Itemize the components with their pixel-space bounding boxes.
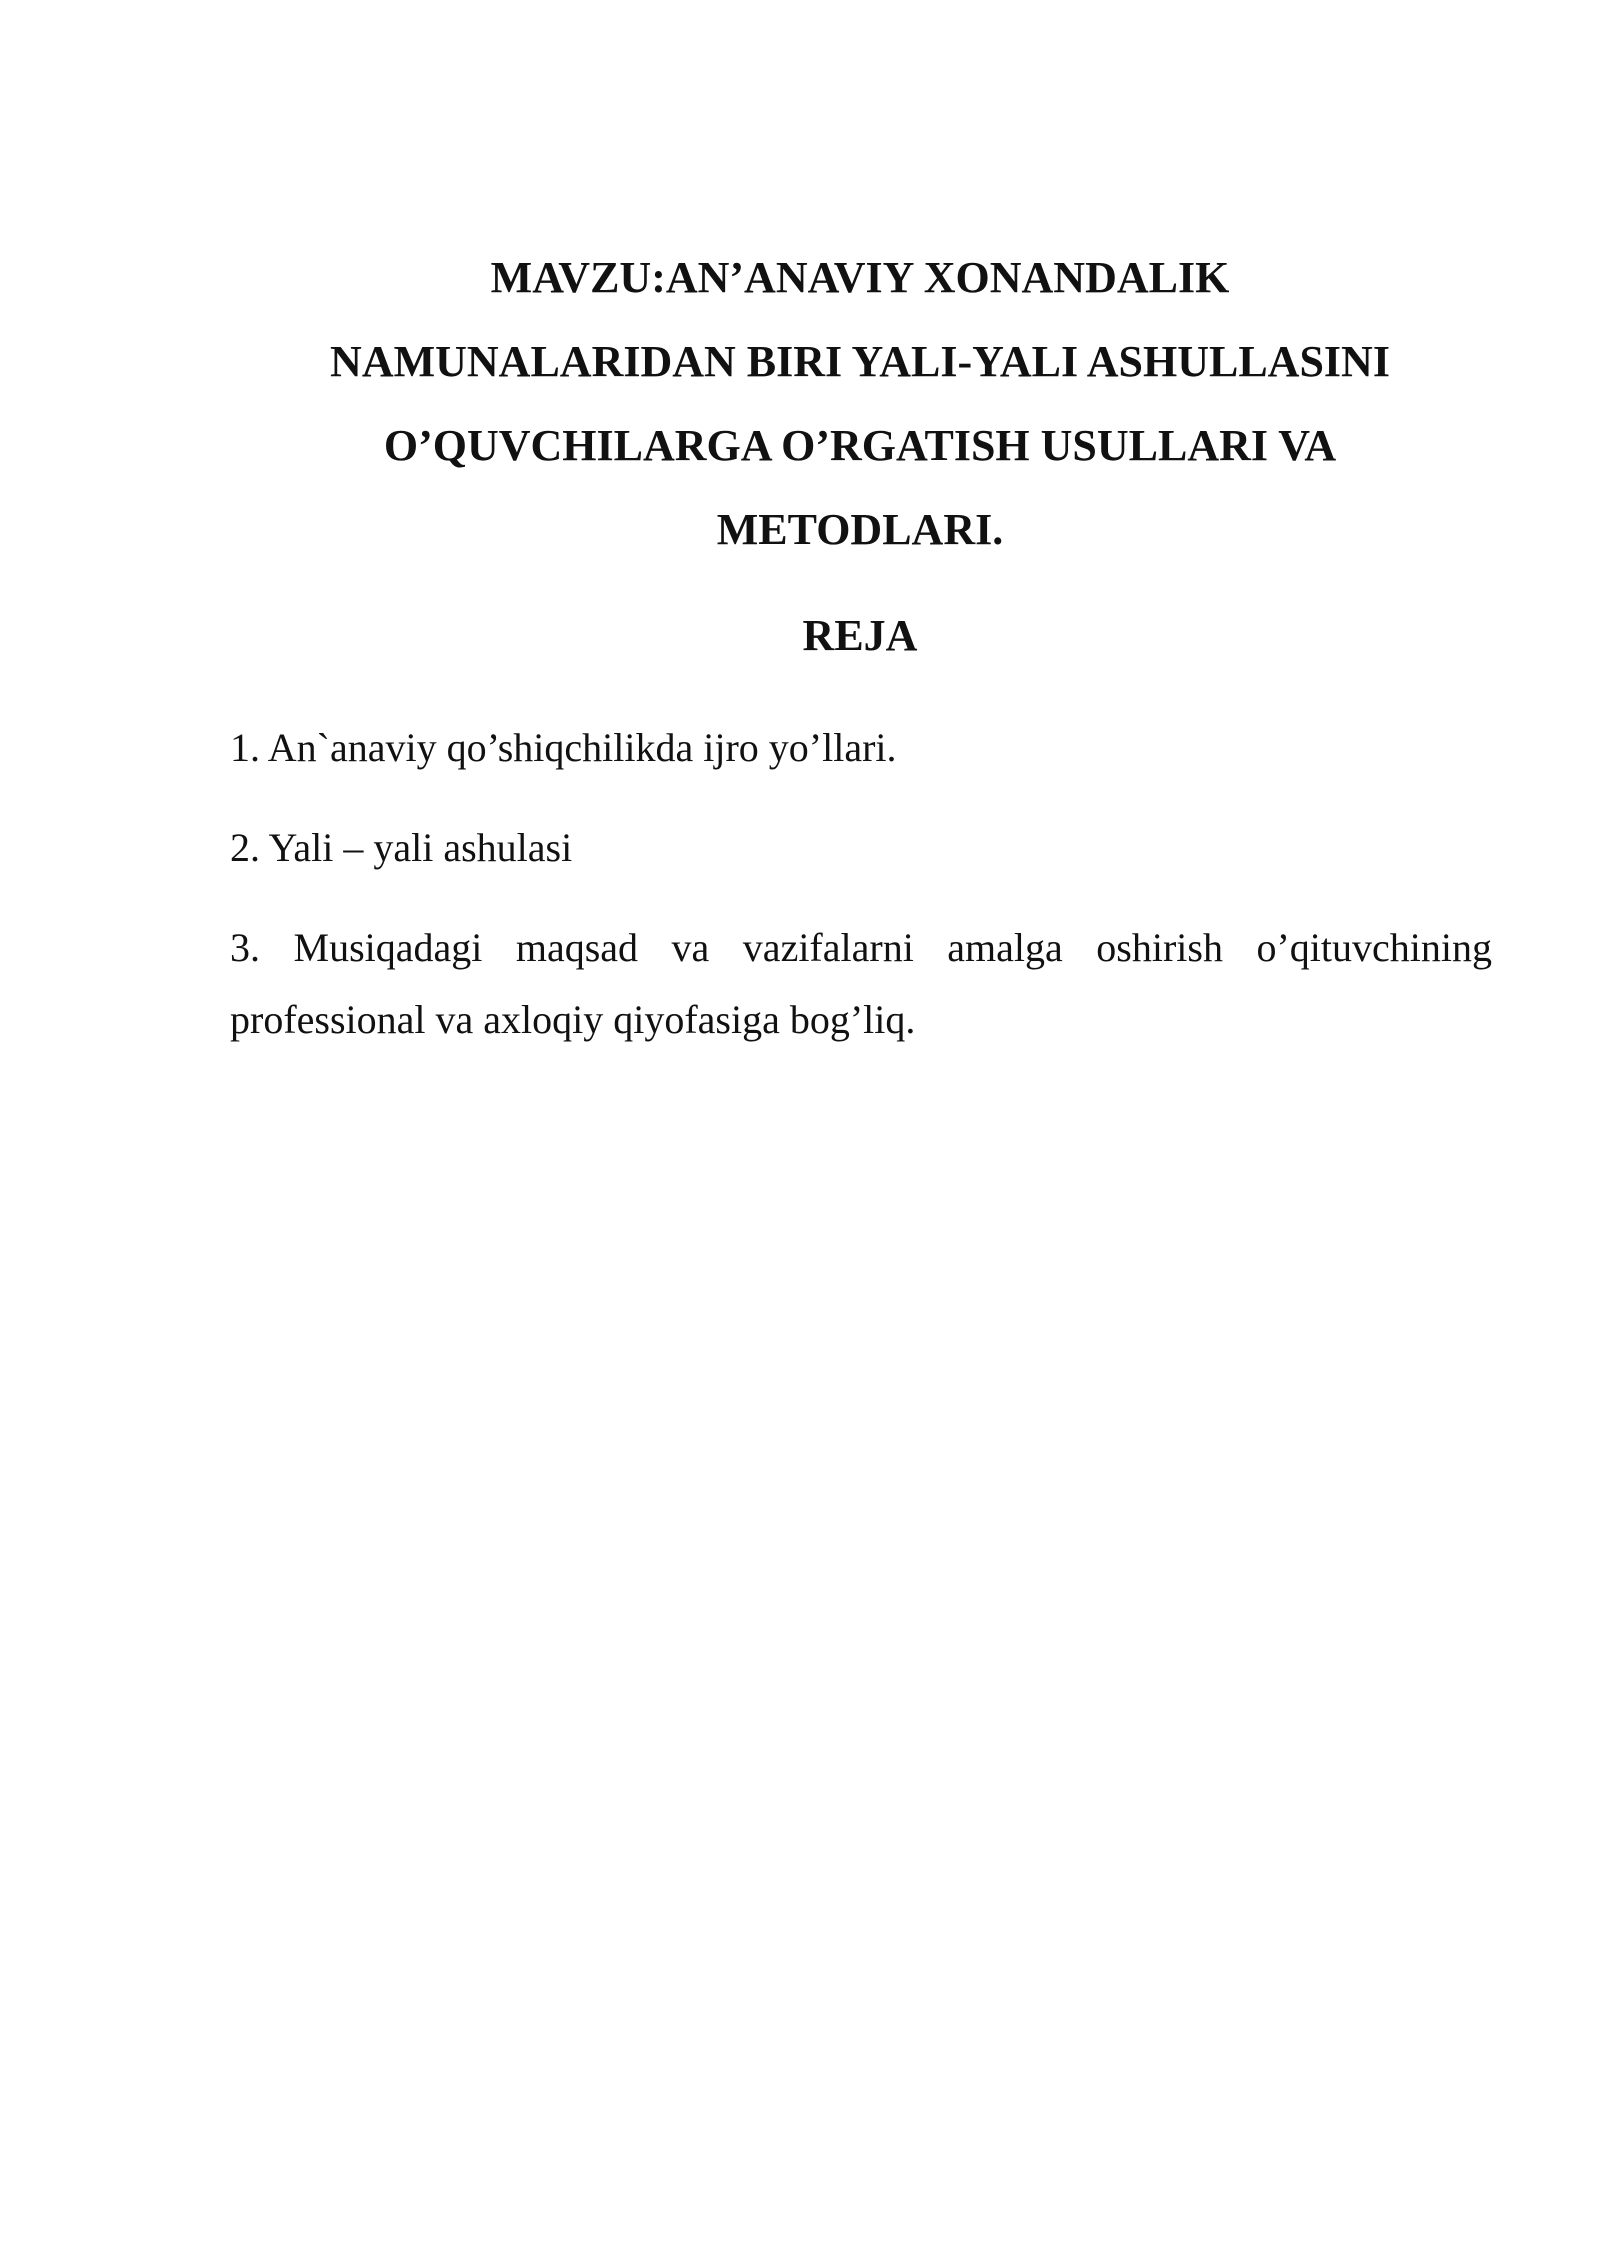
- title-line: MAVZU:AN’ANAVIY XONANDALIK: [490, 253, 1230, 302]
- title-line: NAMUNALARIDAN BIRI YALI-YALI ASHULLASINI: [330, 337, 1390, 386]
- plan-item-text: 3. Musiqadagi maqsad va vazifalarni amalga oshirish o’qituvchining: [230, 925, 1492, 970]
- title-line: O’QUVCHILARGA O’RGATISH USULLARI VA: [383, 421, 1337, 470]
- plan-item-text: 1. An`anaviy qo’shiqchilikda ijro yo’llari.: [230, 725, 897, 770]
- document-title: [230, 236, 1490, 572]
- plan-item: [230, 712, 1492, 784]
- plan-heading: REJA: [802, 611, 918, 660]
- title-line: METODLARI.: [716, 505, 1004, 554]
- plan-item: [230, 812, 1492, 884]
- plan-item-text: professional va axloqiy qiyofasiga bog’liq.: [230, 997, 916, 1042]
- plan-item: [230, 912, 1492, 1056]
- plan-item-text: 2. Yali – yali ashulasi: [230, 825, 573, 870]
- plan-list: [230, 712, 1492, 1084]
